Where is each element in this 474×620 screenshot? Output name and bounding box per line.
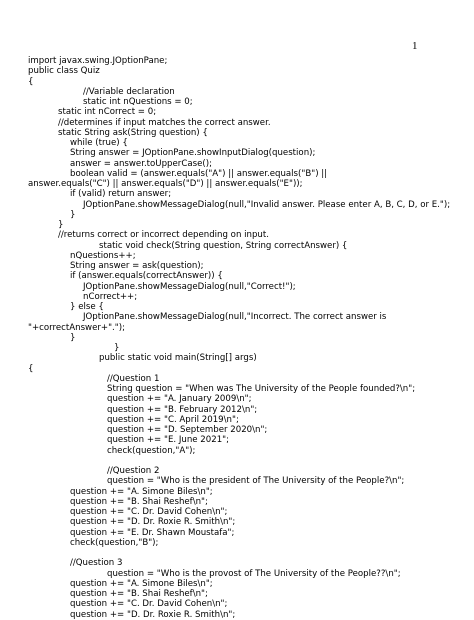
- code-line: String answer = ask(question);: [70, 261, 204, 271]
- code-line: //Question 2: [107, 466, 160, 476]
- code-line: JOptionPane.showMessageDialog(null,"Invalid answer. Please enter A, B, C, D, or E.");: [83, 199, 451, 210]
- code-line: "+correctAnswer+".");: [28, 322, 125, 333]
- code-line: if (answer.equals(correctAnswer)) {: [70, 271, 223, 282]
- code-line: nQuestions++;: [70, 250, 136, 261]
- code-line: question += "A. Simone Biles\n";: [70, 486, 213, 497]
- code-line: static int nQuestions = 0;: [83, 97, 193, 107]
- code-line: answer.equals("C") || answer.equals("D") || answer.equals("E"));: [28, 179, 303, 189]
- code-line: answer = answer.toUpperCase();: [70, 158, 212, 169]
- code-line: check(question,"A");: [107, 445, 196, 456]
- code-line: question += "B. Shai Reshef\n";: [70, 589, 208, 599]
- code-line: static int nCorrect = 0;: [58, 107, 157, 118]
- code-line: question += "B. February 2012\n";: [107, 404, 258, 415]
- code-line: check(question,"B");: [70, 537, 159, 548]
- code-line: } else {: [70, 302, 104, 312]
- code-line: static void check(String question, String correctAnswer) {: [99, 240, 348, 251]
- code-line: public class Quiz: [28, 66, 100, 77]
- code-line: String question = "When was The University of the People founded?\n";: [107, 384, 416, 394]
- code-line: JOptionPane.showMessageDialog(null,"Correct!");: [83, 281, 296, 292]
- code-line: }: [70, 332, 76, 343]
- code-line: question += "D. September 2020\n";: [107, 425, 268, 435]
- code-line: question += "B. Shai Reshef\n";: [70, 496, 208, 507]
- code-line: question += "D. Dr. Roxie R. Smith\n";: [70, 609, 236, 620]
- code-line: boolean valid = (answer.equals("A") || answer.equals("B") ||: [70, 168, 328, 179]
- code-line: nCorrect++;: [83, 291, 138, 302]
- code-line: //returns correct or incorrect depending on input.: [58, 230, 269, 241]
- code-line: question += "E. June 2021";: [107, 435, 230, 446]
- code-line: question = "Who is the president of The University of the People?\n";: [107, 476, 405, 487]
- code-line: question += "C. April 2019\n";: [107, 414, 239, 425]
- code-line: question += "D. Dr. Roxie R. Smith\n";: [70, 517, 236, 528]
- code-line: question += "C. Dr. David Cohen\n";: [70, 507, 228, 517]
- code-line: }: [58, 220, 64, 230]
- code-line: //determines if input matches the correct answer.: [58, 117, 271, 128]
- code-line: question += "A. January 2009\n";: [107, 394, 252, 405]
- code-line: }: [114, 343, 120, 353]
- code-line: String answer = JOptionPane.showInputDialog(question);: [70, 148, 316, 159]
- page-number: 1: [412, 40, 418, 52]
- code-line: }: [70, 209, 76, 220]
- code-line: import javax.swing.JOptionPane;: [28, 56, 168, 66]
- code-line: question += "C. Dr. David Cohen\n";: [70, 599, 228, 610]
- code-line: public static void main(String[] args): [99, 353, 257, 364]
- code-line: //Question 1: [107, 373, 160, 384]
- code-line: {: [28, 76, 34, 87]
- code-line: if (valid) return answer;: [70, 189, 172, 200]
- code-line: {: [28, 363, 34, 374]
- code-line: question += "E. Dr. Shawn Moustafa";: [70, 527, 235, 538]
- code-line: //Variable declaration: [83, 86, 175, 97]
- code-line: question = "Who is the provost of The University of the People??\n";: [107, 568, 401, 579]
- code-line: question += "A. Simone Biles\n";: [70, 578, 213, 589]
- code-line: static String ask(String question) {: [58, 127, 208, 138]
- code-line: while (true) {: [70, 138, 128, 148]
- code-line: //Question 3: [70, 558, 123, 569]
- code-line: JOptionPane.showMessageDialog(null,"Incorrect. The correct answer is: [83, 312, 387, 323]
